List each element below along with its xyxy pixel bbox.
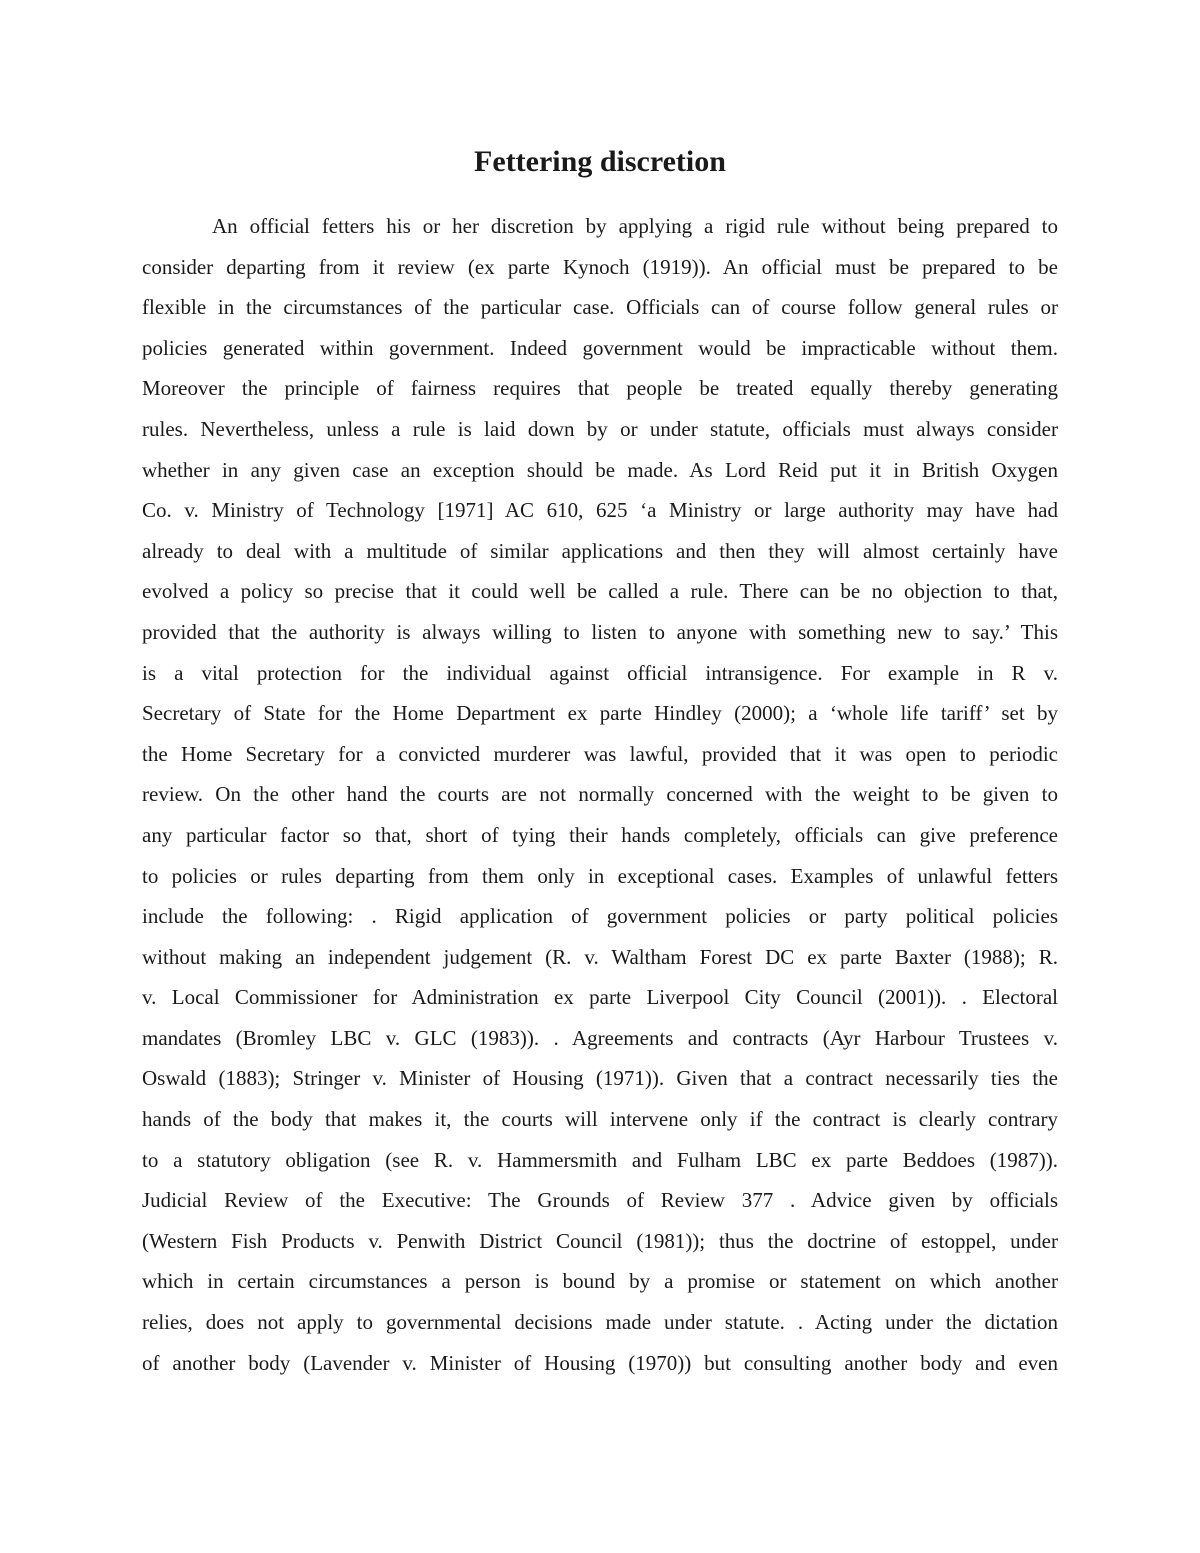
text-line: rules. Nevertheless, unless a rule is laid down by or under statute, officials must always consider (142, 416, 1058, 441)
text-line: (Western Fish Products v. Penwith District Council (1981)); thus the doctrine of estoppel, under (142, 1228, 1058, 1253)
document-title: Fettering discretion (474, 145, 726, 178)
text-line: provided that the authority is always willing to listen to anyone with something new to say.’ This (142, 619, 1058, 644)
text-line: whether in any given case an exception should be made. As Lord Reid put it in British Oxygen (142, 457, 1058, 482)
text-line: to a statutory obligation (see R. v. Hammersmith and Fulham LBC ex parte Beddoes (1987)). (142, 1147, 1058, 1172)
text-line: which in certain circumstances a person is bound by a promise or statement on which another (142, 1269, 1058, 1294)
text-line: hands of the body that makes it, the courts will intervene only if the contract is clearly contrary (142, 1107, 1058, 1132)
text-line: without making an independent judgement (R. v. Waltham Forest DC ex parte Baxter (1988); R. (142, 944, 1058, 969)
text-line: An official fetters his or her discretion by applying a rigid rule without being prepared to (212, 214, 1058, 238)
text-line: v. Local Commissioner for Administration ex parte Liverpool City Council (2001)). . Electoral (142, 985, 1058, 1010)
text-line: Co. v. Ministry of Technology [1971] AC 610, 625 ‘a Ministry or large authority may have had (142, 498, 1058, 523)
text-line: review. On the other hand the courts are not normally concerned with the weight to be given to (142, 782, 1058, 807)
text-line: Moreover the principle of fairness requires that people be treated equally thereby generating (142, 376, 1058, 401)
text-line: Secretary of State for the Home Department ex parte Hindley (2000); a ‘whole life tariff’ set by (142, 701, 1058, 726)
text-line: is a vital protection for the individual against official intransigence. For example in R v. (142, 660, 1058, 685)
text-line: of another body (Lavender v. Minister of Housing (1970)) but consulting another body and even (142, 1350, 1058, 1375)
text-line: flexible in the circumstances of the particular case. Officials can of course follow general rules or (142, 295, 1058, 320)
text-line: include the following: . Rigid application of government policies or party political policies (142, 904, 1058, 929)
body-paragraph (142, 206, 1058, 1383)
text-line: policies generated within government. Indeed government would be impracticable without them. (142, 335, 1058, 360)
text-line: mandates (Bromley LBC v. GLC (1983)). . Agreements and contracts (Ayr Harbour Trustees v. (142, 1025, 1058, 1050)
text-line: Oswald (1883); Stringer v. Minister of Housing (1971)). Given that a contract necessarily ties the (142, 1066, 1058, 1091)
text-line: the Home Secretary for a convicted murderer was lawful, provided that it was open to periodic (142, 741, 1058, 766)
text-line: to policies or rules departing from them only in exceptional cases. Examples of unlawful fetters (142, 863, 1058, 888)
text-line: relies, does not apply to governmental decisions made under statute. . Acting under the dictation (142, 1310, 1058, 1335)
text-line: any particular factor so that, short of tying their hands completely, officials can give preference (142, 822, 1058, 847)
text-line: already to deal with a multitude of similar applications and then they will almost certainly have (142, 538, 1058, 563)
text-line: evolved a policy so precise that it could well be called a rule. There can be no objection to that, (142, 579, 1058, 604)
text-line: consider departing from it review (ex parte Kynoch (1919)). An official must be prepared to be (142, 254, 1058, 279)
text-line: Judicial Review of the Executive: The Grounds of Review 377 . Advice given by officials (142, 1188, 1058, 1213)
